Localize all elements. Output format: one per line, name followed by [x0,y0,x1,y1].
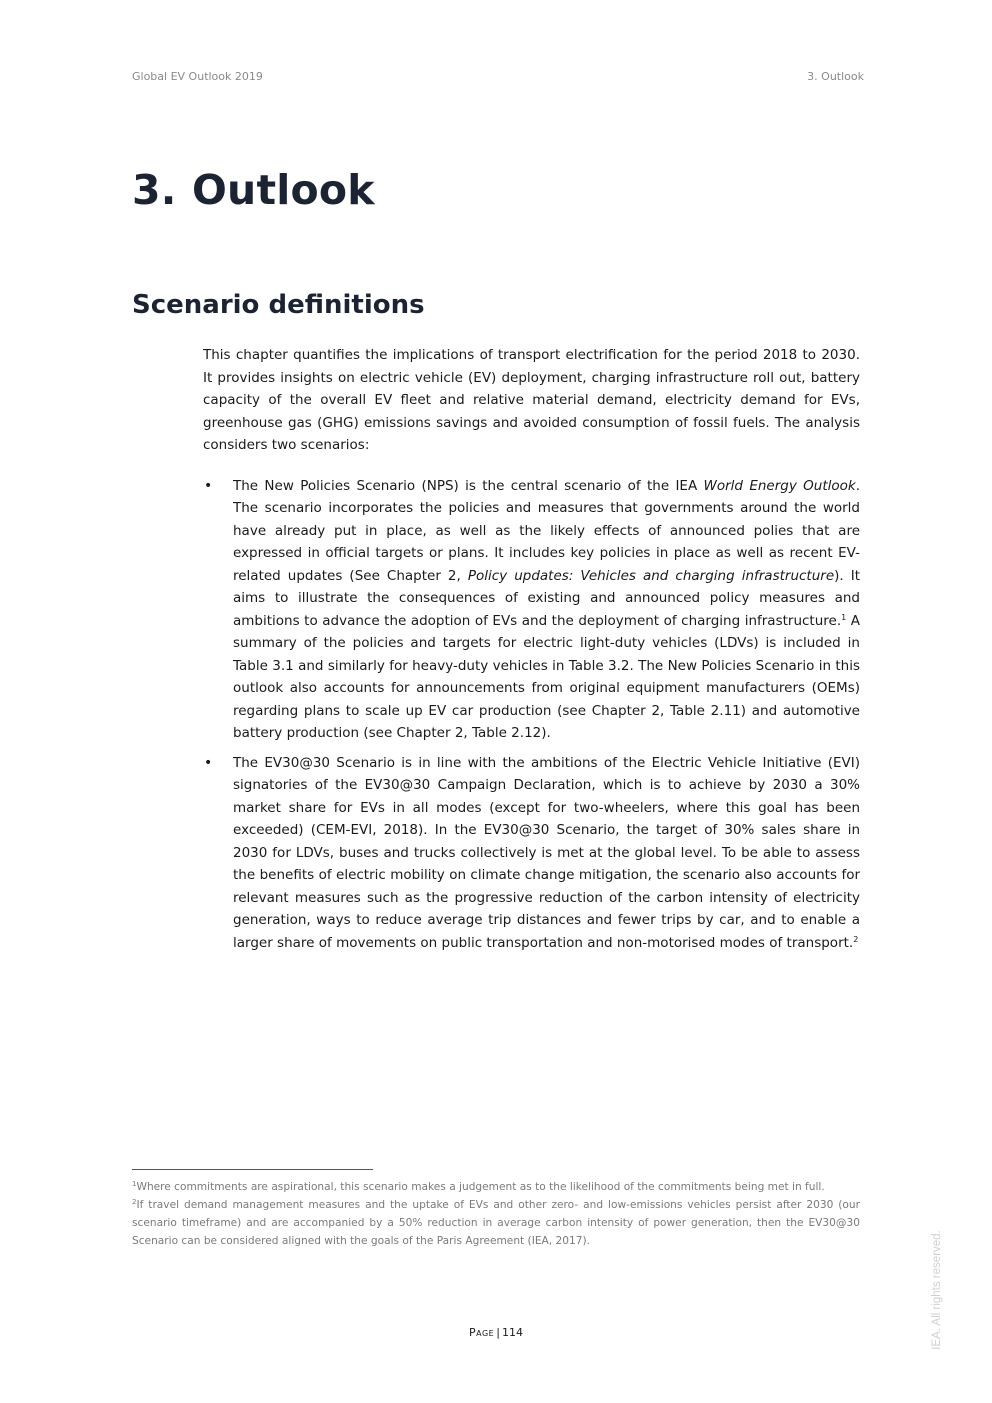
chapter-title [132,166,375,214]
bullet-icon: • [204,754,213,771]
chapter-number: 3. [132,166,177,214]
bullet-text: A summary of the policies and targets for electric light-duty vehicles (LDVs) is included in Table 3.1 and similarly for heavy-duty vehicles in Table 3.2. The New Policies Scenario in this outlook also accounts for announcements from original equipment manufacturers (OEMs) regarding plans to scale up EV car production (see Chapter 2, Table 2.11) and automotive battery production (see Chapter 2, Table 2.12). [233,612,860,741]
footnote [132,1196,860,1250]
chapter-reference: Policy updates: Vehicles and charging infrastructure [467,567,835,584]
bullet-text: The EV30@30 Scenario is in line with the ambitions of the Electric Vehicle Initiative (EVI) signatories of the EV30@30 Campaign Declaration, which is to achieve by 2030 a 30% market share for EVs in all modes (except for two-wheelers, where this goal has been exceeded) (CEM-EVI, 2018). In the EV30@30 Scenario, the target of 30% sales share in 2030 for LDVs, buses and trucks collectively is met at the global level. To be able to assess the benefits of electric mobility on climate change mitigation, the scenario also accounts for relevant measures such as the progressive reduction of the carbon intensity of electricity generation, ways to reduce average trip distances and fewer trips by car, and to enable a larger share of movements on public transportation and non-motorised modes of transport. [233,754,860,951]
publication-title: World Energy Outlook [703,477,856,494]
footnotes [132,1178,860,1250]
footnote-number: 1 [132,1180,137,1188]
section-heading: Scenario definitions [132,290,425,320]
list-item [203,475,860,745]
footnote-text: Where commitments are aspirational, this scenario makes a judgement as to the likelihood of the commitments being met in full. [136,1181,825,1193]
bullet-text: ). It aims to illustrate the consequences of existing and announced policy measures and ambitions to advance the adoption of EVs and the deployment of charging infrastructure. [233,567,861,629]
page-number-value: 114 [501,1326,523,1339]
copyright-watermark: IEA. All rights reserved. [931,1230,943,1350]
bullet-icon: • [204,477,213,494]
page-label: Page [469,1326,495,1339]
page-separator: | [496,1326,500,1339]
footnote-number: 2 [132,1198,137,1206]
header-document-title: Global EV Outlook 2019 [132,70,263,83]
scenario-list [203,475,860,955]
bullet-text: . The scenario incorporates the policies and measures that governments around the world have already put in place, as well as the likely effects of announced polies that are expressed in official targets or plans. It includes key policies in place as well as recent EV-related updates (See Chapter 2, [233,477,860,584]
footnote [132,1178,860,1196]
chapter-title-text: Outlook [192,166,375,214]
footnote-divider [132,1169,373,1170]
page-number [0,1326,992,1339]
header-chapter-title: 3. Outlook [807,70,864,83]
footnote-ref[interactable]: 2 [853,934,859,944]
intro-paragraph: This chapter quantifies the implications of transport electrification for the period 2018 to 2030. It provides insights on electric vehicle (EV) deployment, charging infrastructure roll out, battery capacity of the overall EV fleet and relative material demand, electricity demand for EVs, greenhouse gas (GHG) emissions savings and avoided consumption of fossil fuels. The analysis considers two scenarios: [203,347,860,453]
running-header [132,70,864,83]
body-text [203,344,860,961]
footnote-ref[interactable]: 1 [841,612,847,622]
bullet-text: The New Policies Scenario (NPS) is the central scenario of the IEA [233,477,704,494]
footnote-text: If travel demand management measures and the uptake of EVs and other zero- and low-emissions vehicles persist after 2030 (our scenario timeframe) and are accompanied by a 50% reduction in average carbon intensity of power generation, then the EV30@30 Scenario can be considered aligned with the goals of the Paris Agreement (IEA, 2017). [132,1199,860,1247]
list-item [203,752,860,955]
